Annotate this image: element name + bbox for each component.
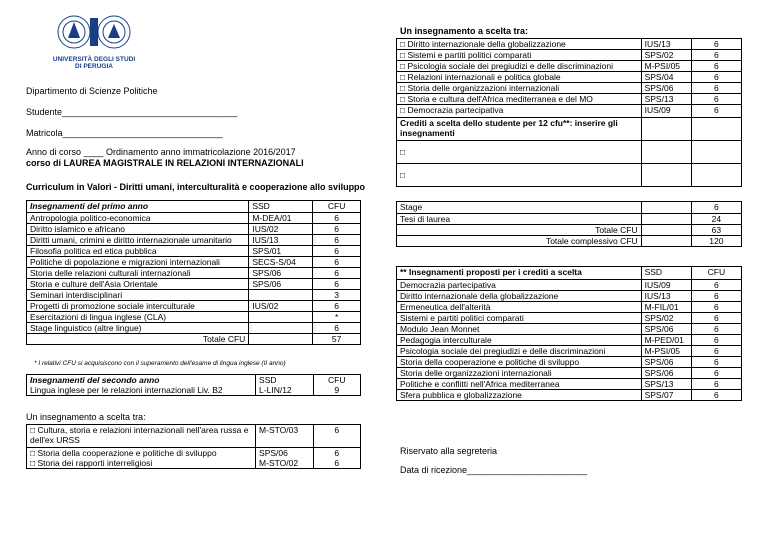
course-cfu: 3 [313, 290, 361, 301]
stage-cfu: 6 [691, 202, 741, 214]
course-cfu: 6 [691, 39, 741, 50]
stage-label: Stage [397, 202, 642, 214]
course-ssd: SPS/07 [641, 390, 691, 401]
first-year-table [26, 200, 361, 345]
cfu-header: CFU [313, 201, 361, 213]
stage-table [396, 201, 742, 247]
course-name: Antropologia politico-economica [27, 213, 249, 224]
course-ssd: M-STO/03 [256, 425, 314, 448]
course-cfu: 6 [691, 390, 741, 401]
course-ssd: M-STO/02 [256, 458, 314, 469]
curriculum-title: Curriculum in Valori - Diritti umani, interculturalità e cooperazione allo sviluppo [26, 182, 366, 192]
course-ssd: IUS/02 [249, 224, 313, 235]
choice-left-title: Un insegnamento a scelta tra: [26, 412, 146, 422]
choice-option[interactable]: □ Storia delle organizzazioni internazionali [397, 83, 642, 94]
course-cfu: 6 [313, 224, 361, 235]
course-cfu: 6 [313, 425, 360, 448]
course-name: Storia della cooperazione e politiche di sviluppo [397, 357, 642, 368]
course-ssd [249, 323, 313, 334]
empty-cell [641, 164, 691, 187]
choice-option[interactable]: □ Cultura, storia e relazioni internazionali nell'area russa e dell'ex URSS [27, 425, 256, 448]
course-ssd: SPS/13 [641, 379, 691, 390]
course-name: Diritto internazionale della globalizzazione [397, 291, 642, 302]
first-year-header: Insegnamenti del primo anno [27, 201, 249, 213]
course-ssd: SPS/02 [641, 313, 691, 324]
course-cfu: 6 [691, 357, 741, 368]
course-cfu: 6 [691, 368, 741, 379]
course-name: Progetti di promozione sociale interculturale [27, 301, 249, 312]
course-name: Storia delle relazioni culturali internazionali [27, 268, 249, 279]
proposed-table [396, 266, 742, 401]
choice-option[interactable]: □ Sistemi e partiti politici comparati [397, 50, 642, 61]
course-ssd: M-PSI/05 [641, 61, 691, 72]
total-cfu-label: Totale CFU [397, 225, 642, 236]
course-cfu: 6 [313, 323, 361, 334]
course-ssd: M-DEA/01 [249, 213, 313, 224]
course-name: Storia delle organizzazioni internazionali [397, 368, 642, 379]
empty-cell [641, 214, 691, 225]
course-ssd: IUS/09 [641, 105, 691, 118]
empty-cell [249, 334, 313, 345]
empty-cell [691, 118, 741, 141]
course-name: Politiche di popolazione e migrazioni internazionali [27, 257, 249, 268]
course-name: Psicologia sociale dei pregiudizi e delle discriminazioni [397, 346, 642, 357]
cfu-header: CFU [313, 375, 360, 386]
course-ssd: SECS-S/04 [249, 257, 313, 268]
second-year-table [26, 374, 361, 396]
course-name: Democrazia partecipativa [397, 280, 642, 291]
course-ssd: SPS/06 [641, 357, 691, 368]
total-cfu-value: 63 [691, 225, 741, 236]
course-cfu: * [313, 312, 361, 323]
course-cfu: 6 [313, 235, 361, 246]
ssd-header: SSD [256, 375, 314, 386]
reception-date-field[interactable]: Data di ricezione________________________ [400, 465, 588, 475]
course-name: Diritto islamico e africano [27, 224, 249, 235]
course-name: Sistemi e partiti politici comparati [397, 313, 642, 324]
course-cfu: 6 [691, 50, 741, 61]
student-field[interactable]: Studente___________________________________ [26, 107, 238, 117]
thesis-label: Tesi di laurea [397, 214, 642, 225]
choice-option[interactable]: □ Psicologia sociale dei pregiudizi e delle discriminazioni [397, 61, 642, 72]
course-name: Storia e culture dell'Asia Orientale [27, 279, 249, 290]
grand-total-label: Totale complessivo CFU [397, 236, 642, 247]
course-ssd: SPS/06 [641, 368, 691, 379]
choice-right-table [396, 38, 742, 187]
choice-option[interactable]: □ Storia della cooperazione e politiche di sviluppo [27, 448, 256, 459]
department-name: Dipartimento di Scienze Politiche [26, 86, 158, 96]
course-cfu: 6 [691, 94, 741, 105]
grand-total-value: 120 [691, 236, 741, 247]
empty-cell [691, 164, 741, 187]
choice-right-title: Un insegnamento a scelta tra: [400, 26, 529, 36]
empty-cell [641, 202, 691, 214]
course-ssd: IUS/09 [641, 280, 691, 291]
course-cfu: 6 [313, 458, 360, 469]
proposed-header: ** Insegnamenti proposti per i crediti a scelta [397, 267, 642, 280]
course-cfu: 6 [313, 448, 360, 459]
empty-cell [641, 225, 691, 236]
ssd-header: SSD [641, 267, 691, 280]
course-ssd: SPS/06 [641, 83, 691, 94]
second-year-header: Insegnamenti del secondo anno [27, 375, 256, 386]
course-cfu: 6 [691, 335, 741, 346]
course-ssd: SPS/06 [249, 268, 313, 279]
course-ssd: IUS/02 [249, 301, 313, 312]
empty-cell [641, 236, 691, 247]
course-name: Ermeneutica dell'alterità [397, 302, 642, 313]
course-ssd: IUS/13 [641, 39, 691, 50]
choice-option[interactable]: □ Relazioni internazionali e politica globale [397, 72, 642, 83]
course-name: Lingua inglese per le relazioni internazionali Liv. B2 [27, 385, 256, 396]
course-cfu: 6 [313, 213, 361, 224]
course-name: Diritti umani, crimini e diritto internazionale umanitario [27, 235, 249, 246]
reserved-office-label: Riservato alla segreteria [400, 446, 498, 456]
course-cfu: 6 [691, 61, 741, 72]
course-name: Modulo Jean Monnet [397, 324, 642, 335]
course-name: Politiche e conflitti nell'Africa mediterranea [397, 379, 642, 390]
course-ssd: SPS/06 [249, 279, 313, 290]
course-cfu: 6 [313, 246, 361, 257]
course-name: Filosofia politica ed etica pubblica [27, 246, 249, 257]
empty-cell [641, 141, 691, 164]
year-line: Anno di corso ____ Ordinamento anno immatricolazione 2016/2017 [26, 147, 296, 157]
course-name: Esercitazioni di lingua inglese (CLA) [27, 312, 249, 323]
course-ssd: L-LIN/12 [256, 385, 314, 396]
choice-option[interactable]: □ Storia dei rapporti interreligiosi [27, 458, 256, 469]
course-cfu: 6 [691, 72, 741, 83]
first-year-total-value: 57 [313, 334, 361, 345]
course-ssd: SPS/02 [641, 50, 691, 61]
empty-cell [641, 118, 691, 141]
choice-option[interactable]: □ Diritto internazionale della globalizzazione [397, 39, 642, 50]
course-cfu: 6 [313, 301, 361, 312]
course-ssd: SPS/06 [641, 324, 691, 335]
course-cfu: 6 [691, 324, 741, 335]
course-name: Pedagogia interculturale [397, 335, 642, 346]
free-choice-box-1[interactable]: □ [397, 141, 642, 164]
course-name: Stage linguistico (altre lingue) [27, 323, 249, 334]
course-cfu: 6 [691, 105, 741, 118]
matricola-field[interactable]: Matricola________________________________ [26, 128, 223, 138]
course-cfu: 6 [691, 313, 741, 324]
course-ssd: M-PSI/05 [641, 346, 691, 357]
course-ssd: M-FIL/01 [641, 302, 691, 313]
university-name: UNIVERSITÀ DEGLI STUDI DI PERUGIA [52, 56, 136, 70]
choice-option[interactable]: □ Storia e cultura dell'Africa mediterranea e del MO [397, 94, 642, 105]
course-ssd: SPS/04 [641, 72, 691, 83]
course-cfu: 6 [691, 280, 741, 291]
course-cfu: 6 [313, 268, 361, 279]
ssd-header: SSD [249, 201, 313, 213]
course-cfu: 6 [691, 291, 741, 302]
degree-title: corso di LAUREA MAGISTRALE IN RELAZIONI INTERNAZIONALI [26, 158, 304, 168]
course-cfu: 6 [691, 379, 741, 390]
first-year-total-label: Totale CFU [27, 334, 249, 345]
footnote: * I relativi CFU si acquisiscono con il superamento dell'esame di lingua inglese (II anno) [34, 360, 286, 367]
free-choice-label: Crediti a scelta dello studente per 12 cfu**: inserire gli insegnamenti [397, 118, 642, 141]
course-name: Seminari interdisciplinari [27, 290, 249, 301]
empty-cell [691, 141, 741, 164]
course-ssd [249, 290, 313, 301]
course-ssd: SPS/13 [641, 94, 691, 105]
cfu-header: CFU [691, 267, 741, 280]
course-cfu: 9 [313, 385, 360, 396]
course-ssd: SPS/06 [256, 448, 314, 459]
free-choice-box-2[interactable]: □ [397, 164, 642, 187]
course-name: Sfera pubblica e globalizzazione [397, 390, 642, 401]
choice-left-table [26, 424, 361, 469]
choice-option[interactable]: □ Democrazia partecipativa [397, 105, 642, 118]
course-cfu: 6 [313, 279, 361, 290]
course-cfu: 6 [691, 302, 741, 313]
course-cfu: 6 [691, 83, 741, 94]
course-cfu: 6 [691, 346, 741, 357]
thesis-cfu: 24 [691, 214, 741, 225]
course-ssd: SPS/01 [249, 246, 313, 257]
course-ssd [249, 312, 313, 323]
course-cfu: 6 [313, 257, 361, 268]
course-ssd: M-PED/01 [641, 335, 691, 346]
course-ssd: IUS/13 [641, 291, 691, 302]
course-ssd: IUS/13 [249, 235, 313, 246]
